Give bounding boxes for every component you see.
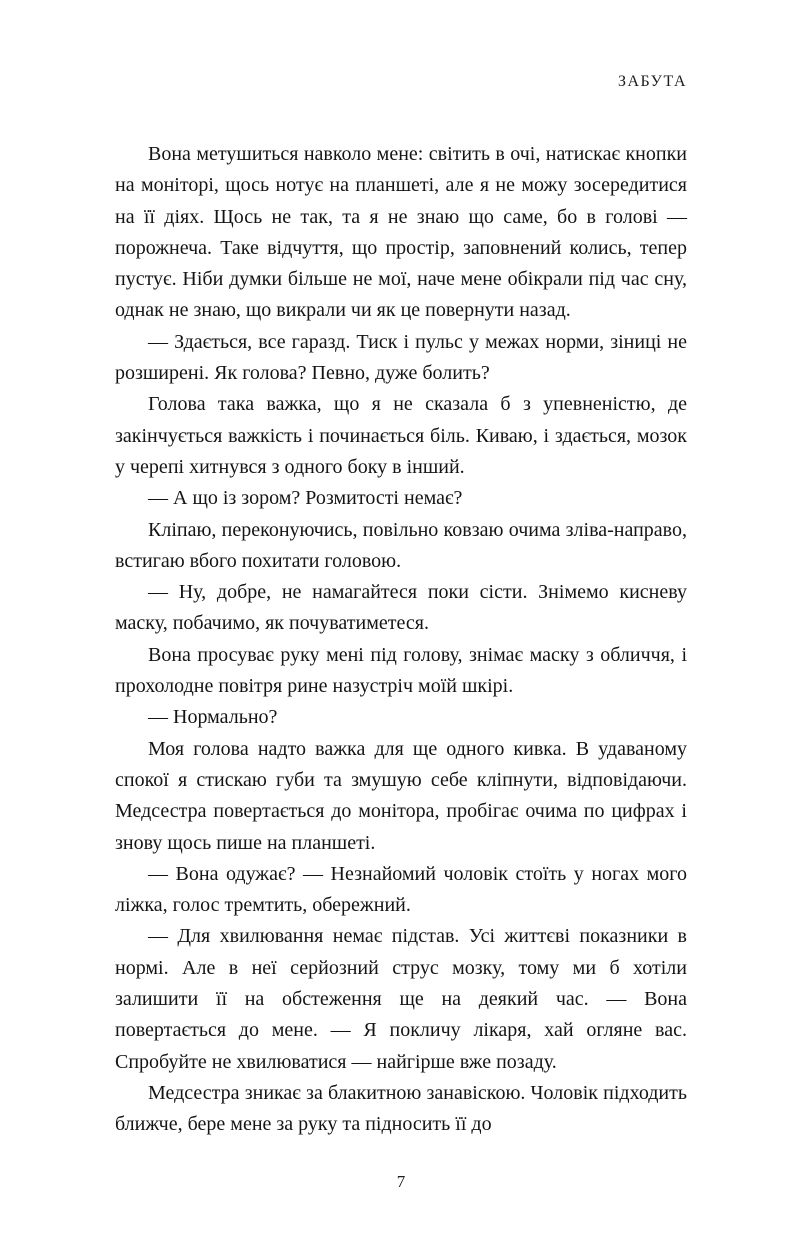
paragraph: Кліпаю, переконуючись, повільно ковзаю очима зліва-направо, встигаю вбого похитати головою.: [115, 518, 687, 572]
paragraph: Голова така важка, що я не сказала б з упевненістю, де закінчується важкість і починається біль. Киваю, і здається, мозок у черепі хитнувся з одного боку в інший.: [115, 393, 687, 478]
paragraph: — А що із зором? Розмитості немає?: [148, 487, 463, 510]
paragraph: — Здається, все гаразд. Тиск і пульс у межах норми, зіниці не розширені. Як голова? Певно, дуже болить?: [115, 330, 687, 385]
paragraph: Моя голова надто важка для ще одного кивка. В удаваному спокої я стискаю губи та змушую себе кліпнути, відповідаючи. Медсестра повертається до монітора, пробігає очима по цифрах і знову щось пише на планшеті.: [115, 737, 687, 854]
paragraph: — Для хвилювання немає підстав. Усі життєві показники в нормі. Але в неї серйозний струс мозку, тому ми б хотіли залишити її на обстеження ще на деякий час. — Вона повертається до мене. — Я покличу лікаря, хай огляне вас. Спробуйте не хвилюватися — найгірше вже позаду.: [115, 925, 687, 1073]
running-header: ЗАБУТА: [617, 73, 687, 90]
paragraph: Вона просуває руку мені під голову, знімає маску з обличчя, і прохолодне повітря рине назустріч моїй шкірі.: [115, 643, 687, 698]
body-text: [115, 139, 687, 1141]
paragraph: Медсестра зникає за блакитною занавіскою. Чоловік підходить ближче, бере мене за руку та підносить її до: [115, 1081, 687, 1136]
paragraph: — Вона одужає? — Незнайомий чоловік стоїть у ногах мого ліжка, голос тремтить, обережний.: [115, 862, 687, 917]
paragraph: — Нормально?: [148, 706, 278, 729]
paragraph: — Ну, добре, не намагайтеся поки сісти. Знімемо кисневу маску, побачимо, як почуватиметеся.: [115, 581, 687, 635]
page-number: 7: [396, 1172, 406, 1191]
paragraph: Вона метушиться навколо мене: світить в очі, натискає кнопки на моніторі, щось нотує на планшеті, але я не можу зосередитися на її діях. Щось не так, та я не знаю що саме, бо в голові — порожнеча. Таке відчуття, що простір, заповнений колись, тепер пустує. Ніби думки більше не мої, наче мене обікрали під час сну, однак не знаю, що викрали чи як це повернути назад.: [115, 143, 687, 322]
